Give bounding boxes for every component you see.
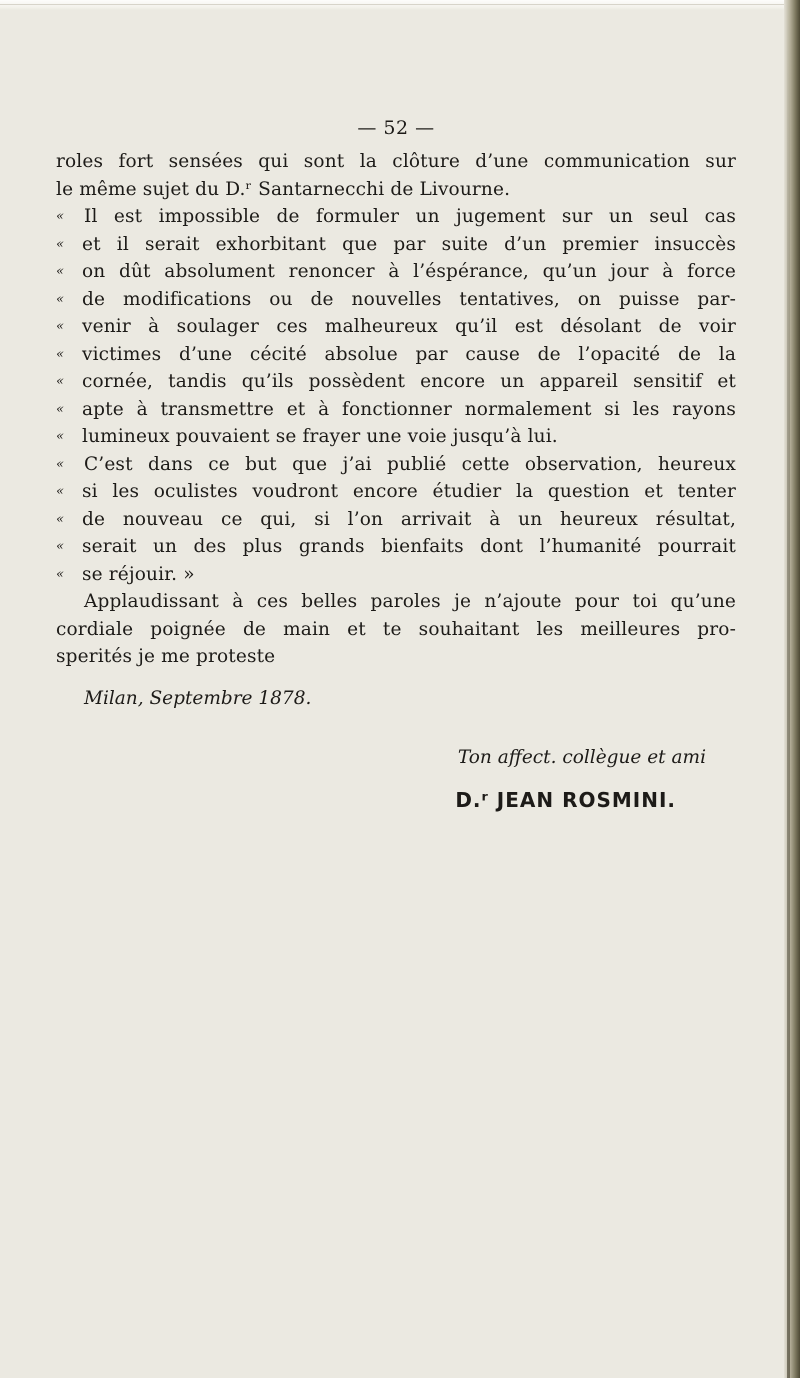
quote-mark: « <box>56 264 65 279</box>
signature-block <box>56 685 736 814</box>
quoted-text: si les oculistes voudront encore étudier la question et tenter <box>82 481 736 502</box>
quoted-text: victimes d’une cécité absolue par cause de l’opacité de la <box>82 343 736 365</box>
quoted-text: venir à soulager ces malheureux qu’il est désolant de voir <box>82 316 736 337</box>
quoted-line <box>56 341 736 369</box>
quoted-text: cornée, tandis qu’ils possèdent encore un appareil sensitif et <box>82 371 736 392</box>
quotation-paragraph-1 <box>56 203 736 451</box>
quoted-line <box>56 313 736 341</box>
quote-mark: « <box>56 319 65 334</box>
quote-mark: « <box>56 346 65 362</box>
page-top-edge <box>0 0 800 10</box>
document-page <box>56 116 736 814</box>
quoted-line <box>56 396 736 424</box>
page-binding-shadow <box>787 0 790 1378</box>
quote-mark: « <box>56 236 65 252</box>
quoted-text: se réjouir. » <box>82 563 195 585</box>
quoted-line <box>56 423 736 451</box>
page-number: — 52 — <box>357 117 435 139</box>
text-line: le même sujet du D.ʳ Santarnecchi de Livourne. <box>56 178 511 200</box>
signer-name: D.ʳ JEAN ROSMINI. <box>455 787 676 812</box>
quoted-text: serait un des plus grands bienfaits dont l’humanité pourrait <box>82 536 736 557</box>
quoted-text: de nouveau ce qui, si l’on arrivait à un heureux résultat, <box>82 508 736 530</box>
quoted-text: on dût absolument renoncer à l’éspérance, qu’un jour à force <box>82 261 736 282</box>
text-line: cordiale poignée de main et te souhaitant les meilleures pro- <box>56 618 736 640</box>
quote-mark: « <box>56 484 65 499</box>
quoted-text: et il serait exhorbitant que par suite d’un premier insuccès <box>82 233 736 255</box>
quoted-line <box>56 203 736 231</box>
quote-mark: « <box>56 511 65 527</box>
quoted-line <box>56 258 736 286</box>
text-line: roles fort sensées qui sont la clôture d’une communication sur <box>56 151 736 172</box>
quoted-line <box>56 368 736 396</box>
quote-mark: « <box>56 429 65 444</box>
text-line: Applaudissant à ces belles paroles je n’ajoute pour toi qu’une <box>84 591 736 612</box>
quote-mark: « <box>56 566 65 582</box>
quoted-line <box>56 451 736 479</box>
quoted-line <box>56 533 736 561</box>
closing-salutation: Ton affect. collègue et ami <box>457 747 706 768</box>
quoted-line <box>56 561 736 589</box>
quote-mark: « <box>56 209 65 224</box>
quote-mark: « <box>56 374 65 389</box>
paragraph-final <box>56 588 736 671</box>
quote-mark: « <box>56 401 65 417</box>
quote-mark: « <box>56 539 65 554</box>
quoted-text: lumineux pouvaient se frayer une voie jusqu’à lui. <box>82 426 558 447</box>
quotation-paragraph-2 <box>56 451 736 589</box>
quoted-text: apte à transmettre et à fonctionner normalement si les rayons <box>82 398 736 420</box>
quoted-line <box>56 506 736 534</box>
quoted-text: C’est dans ce but que j’ai publié cette observation, heureux <box>84 453 736 475</box>
quoted-text: Il est impossible de formuler un jugement sur un seul cas <box>84 206 736 227</box>
place-date: Milan, Septembre 1878. <box>84 687 312 709</box>
quoted-line <box>56 478 736 506</box>
paragraph-intro <box>56 148 736 203</box>
quote-mark: « <box>56 456 65 472</box>
text-line: sperités je me proteste <box>56 646 276 667</box>
quoted-line <box>56 231 736 259</box>
quote-mark: « <box>56 291 65 307</box>
quoted-line <box>56 286 736 314</box>
quoted-text: de modifications ou de nouvelles tentatives, on puisse par- <box>82 288 736 310</box>
